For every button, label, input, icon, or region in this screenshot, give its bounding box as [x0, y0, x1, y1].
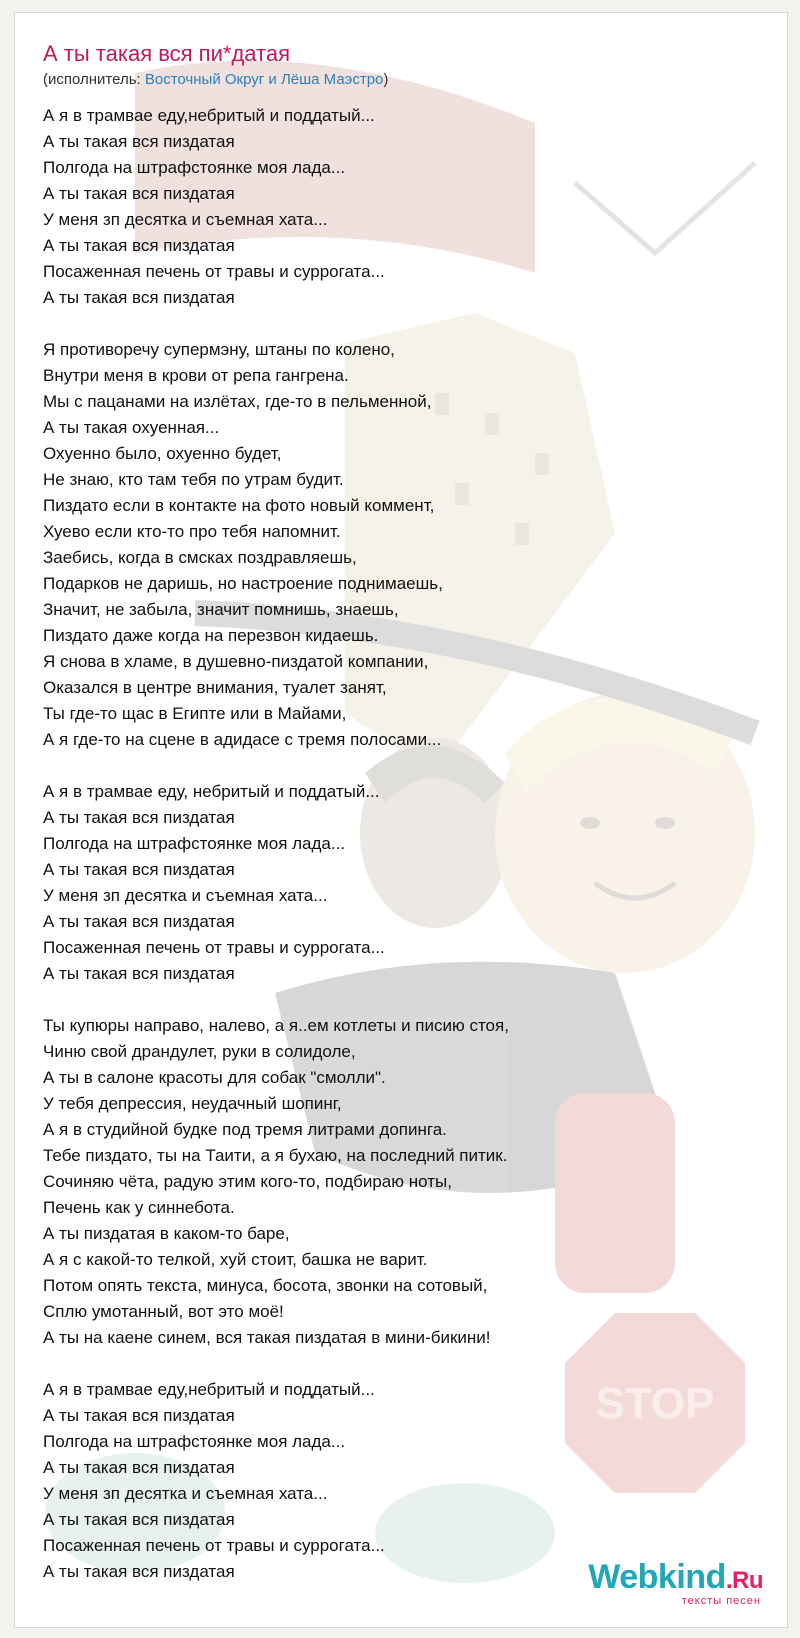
lyric-line: А ты на каене синем, вся такая пиздатая в мини-бикини!	[43, 1328, 491, 1347]
lyric-line: Пиздато если в контакте на фото новый коммент,	[43, 496, 435, 515]
lyric-line: Не знаю, кто там тебя по утрам будит.	[43, 470, 344, 489]
lyric-line: Чиню свой драндулет, руки в солидоле,	[43, 1042, 356, 1061]
lyric-line: Печень как у синнебота.	[43, 1198, 235, 1217]
lyric-line: Я противоречу супермэну, штаны по колено,	[43, 340, 395, 359]
lyric-line: А я в студийной будке под тремя литрами допинга.	[43, 1120, 447, 1139]
lyric-line: Посаженная печень от травы и суррогата...	[43, 938, 385, 957]
performer-line	[43, 70, 783, 90]
lyric-line: А я в трамвае еду, небритый и поддатый...	[43, 782, 380, 801]
lyric-line: А ты такая вся пиздатая	[43, 808, 235, 827]
stop-sign-text: STOP	[595, 1379, 715, 1428]
lyric-line: А ты такая вся пиздатая	[43, 912, 235, 931]
lyric-line: Потом опять текста, минуса, босота, звонки на сотовый,	[43, 1276, 488, 1295]
lyric-line: Полгода на штрафстоянке моя лада...	[43, 834, 346, 853]
lyric-line: А я в трамвае еду,небритый и поддатый...	[43, 106, 375, 125]
lyric-line: У меня зп десятка и съемная хата...	[43, 210, 328, 229]
lyric-line: Оказался в центре внимания, туалет занят,	[43, 678, 387, 697]
lyric-line: Подарков не даришь, но настроение поднимаешь,	[43, 574, 443, 593]
lyric-line: Охуенно было, охуенно будет,	[43, 444, 282, 463]
lyric-line: Ты купюры направо, налево, а я..ем котлеты и писию стоя,	[43, 1016, 509, 1035]
lyric-line: Мы с пацанами на излётах, где-то в пельменной,	[43, 392, 432, 411]
lyric-line: Хуево если кто-то про тебя напомнит.	[43, 522, 341, 541]
stanza-gap	[43, 987, 783, 1013]
lyric-line: А ты в салоне красоты для собак "смолли".	[43, 1068, 386, 1087]
logo-tagline: тексты песен	[681, 1595, 761, 1607]
lyric-line: А ты такая вся пиздатая	[43, 964, 235, 983]
lyric-line: Полгода на штрафстоянке моя лада...	[43, 158, 346, 177]
lyric-line: А ты такая вся пиздатая	[43, 1562, 235, 1581]
lyric-line: Пиздато даже когда на перезвон кидаешь.	[43, 626, 379, 645]
lyric-line: А ты такая вся пиздатая	[43, 860, 235, 879]
lyric-line: У меня зп десятка и съемная хата...	[43, 1484, 328, 1503]
lyric-line: Значит, не забыла, значит помнишь, знаешь,	[43, 600, 399, 619]
stanza-gap	[43, 311, 783, 337]
lyric-line: Тебе пиздато, ты на Таити, а я бухаю, на последний питик.	[43, 1146, 508, 1165]
lyric-line: А ты такая вся пиздатая	[43, 1406, 235, 1425]
lyric-line: У тебя депрессия, неудачный шопинг,	[43, 1094, 342, 1113]
lyric-line: А я где-то на сцене в адидасе с тремя полосами...	[43, 730, 442, 749]
lyric-line: А ты такая вся пиздатая	[43, 288, 235, 307]
logo-word: Webkind	[588, 1558, 726, 1596]
lyric-line: Полгода на штрафстоянке моя лада...	[43, 1432, 346, 1451]
lyric-line: А ты такая вся пиздатая	[43, 132, 235, 151]
song-content	[43, 40, 783, 1585]
page-frame	[14, 12, 788, 1628]
lyric-line: А ты такая охуенная...	[43, 418, 220, 437]
lyric-line: А ты такая вся пиздатая	[43, 1458, 235, 1477]
lyric-line: А я в трамвае еду,небритый и поддатый...	[43, 1380, 375, 1399]
stanza-gap	[43, 1351, 783, 1377]
performer-link[interactable]: Восточный Округ и Лёша Маэстро	[144, 71, 384, 88]
site-logo[interactable]	[588, 1559, 763, 1607]
lyric-line: Посаженная печень от травы и суррогата...	[43, 1536, 385, 1555]
lyric-line: Посаженная печень от травы и суррогата...	[43, 262, 385, 281]
performer-prefix: (исполнитель:	[43, 71, 145, 88]
lyrics-body	[43, 103, 783, 1585]
performer-suffix: )	[383, 71, 389, 88]
logo-tld: .Ru	[725, 1567, 763, 1594]
lyric-line: Внутри меня в крови от репа гангрена.	[43, 366, 349, 385]
lyric-line: Ты где-то щас в Египте или в Майами,	[43, 704, 347, 723]
lyric-line: Сочиняю чёта, радую этим кого-то, подбираю ноты,	[43, 1172, 452, 1191]
lyric-line: У меня зп десятка и съемная хата...	[43, 886, 328, 905]
stanza-gap	[43, 753, 783, 779]
lyric-line: А ты такая вся пиздатая	[43, 236, 235, 255]
lyric-line: А ты такая вся пиздатая	[43, 1510, 235, 1529]
lyric-line: А ты такая вся пиздатая	[43, 184, 235, 203]
lyric-line: А я с какой-то телкой, хуй стоит, башка не варит.	[43, 1250, 428, 1269]
lyric-line: Сплю умотанный, вот это моё!	[43, 1302, 284, 1321]
lyric-line: Заебись, когда в смсках поздравляешь,	[43, 548, 357, 567]
lyric-line: Я снова в хламе, в душевно-пиздатой компании,	[43, 652, 429, 671]
song-title: А ты такая вся пи*датая	[43, 41, 291, 66]
lyric-line: А ты пиздатая в каком-то баре,	[43, 1224, 290, 1243]
